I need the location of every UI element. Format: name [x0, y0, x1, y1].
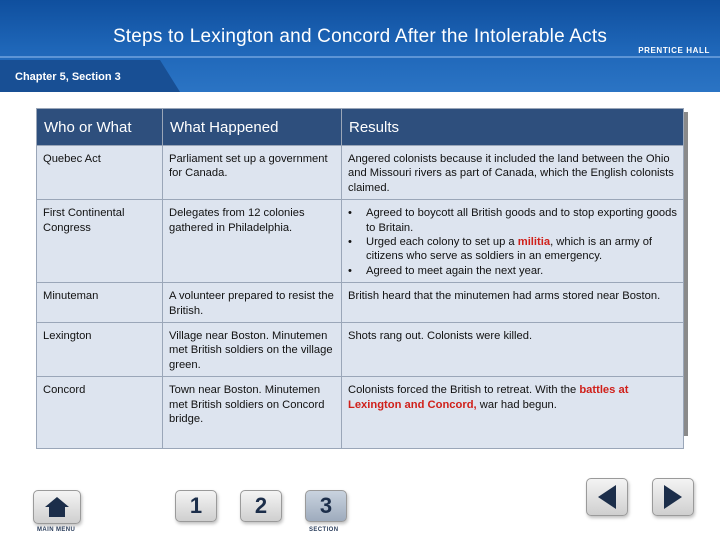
battles-highlight: battles at Lexington and Concord,: [348, 384, 629, 411]
section-label: SECTION: [309, 527, 339, 533]
header-results: Results: [342, 109, 684, 146]
slide-title: Steps to Lexington and Concord After the Intolerable Acts: [112, 26, 608, 47]
bottom-navigation: [0, 452, 720, 540]
cell-results: Shots rang out. Colonists were killed.: [342, 323, 684, 377]
table-row: [37, 200, 684, 283]
cell-who: Minuteman: [37, 283, 163, 323]
cell-results: Angered colonists because it included the land between the Ohio and Missouri rivers as part of Canada, which the English colonists claimed.: [342, 146, 684, 200]
next-button[interactable]: [652, 478, 694, 516]
bullet-text-before: Urged each colony to set up a: [366, 236, 518, 249]
main-menu-label: MAIN MENU: [37, 527, 76, 533]
results-text-before: Colonists forced the British to retreat. With the: [348, 384, 580, 397]
cell-who: Quebec Act: [37, 146, 163, 200]
previous-arrow-icon: [596, 484, 618, 510]
publisher-logo: PRENTICE HALL: [638, 46, 710, 55]
table-row: [37, 283, 684, 323]
bullet-item: • Agreed to boycott all British goods and to stop exporting goods to Britain.: [348, 206, 677, 235]
results-bullet-list: [348, 206, 677, 278]
bullet-item: • Agreed to meet again the next year.: [348, 264, 677, 278]
home-icon: [44, 496, 70, 518]
section-2-button[interactable]: 2: [240, 490, 282, 522]
cell-what: Village near Boston. Minutemen met British soldiers on the village green.: [163, 323, 342, 377]
cell-results: [342, 200, 684, 283]
header-what-happened: What Happened: [163, 109, 342, 146]
militia-highlight: militia: [517, 236, 551, 249]
table-header-row: [37, 109, 684, 146]
main-menu-button[interactable]: [33, 490, 81, 524]
bullet-item: [348, 235, 677, 264]
next-arrow-icon: [662, 484, 684, 510]
cell-what: Delegates from 12 colonies gathered in Philadelphia.: [163, 200, 342, 283]
bullet-text-after: , which is an army of citizens who serve as soldiers in an emergency.: [366, 236, 653, 263]
table-row: [37, 323, 684, 377]
table-row: [37, 146, 684, 200]
cell-what: Parliament set up a government for Canada.: [163, 146, 342, 200]
table-row: [37, 377, 684, 449]
results-text-after: war had begun.: [476, 398, 557, 411]
section-1-button[interactable]: 1: [175, 490, 217, 522]
header-who-or-what: Who or What: [37, 109, 163, 146]
cell-results: [342, 377, 684, 449]
cell-who: Concord: [37, 377, 163, 449]
previous-button[interactable]: [586, 478, 628, 516]
section-3-button[interactable]: 3: [305, 490, 347, 522]
cell-what: A volunteer prepared to resist the British.: [163, 283, 342, 323]
cell-what: Town near Boston. Minutemen met British soldiers on Concord bridge.: [163, 377, 342, 449]
cell-results: British heard that the minutemen had arms stored near Boston.: [342, 283, 684, 323]
chapter-label: Chapter 5, Section 3: [15, 71, 121, 83]
steps-table: [36, 108, 684, 449]
cell-who: First Continental Congress: [37, 200, 163, 283]
banner-divider: [0, 56, 720, 58]
cell-who: Lexington: [37, 323, 163, 377]
